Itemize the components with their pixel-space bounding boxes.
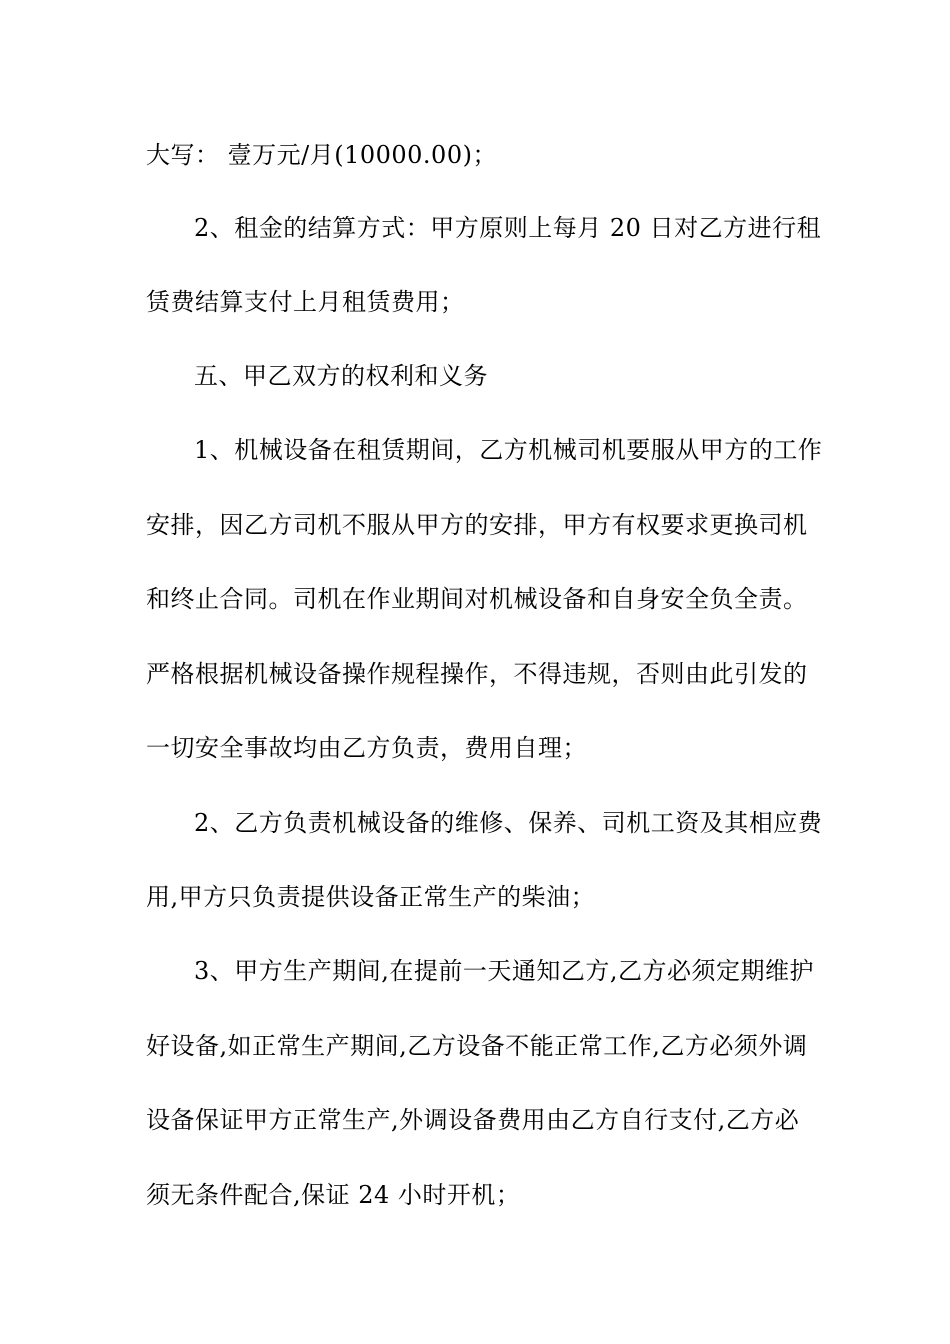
text-line: 用,甲方只负责提供设备正常生产的柴油； <box>146 883 596 911</box>
section-heading: 五、甲乙双方的权利和义务 <box>194 362 488 390</box>
text-line: 好设备,如正常生产期间,乙方设备不能正常工作,乙方必须外调 <box>146 1032 808 1060</box>
text-line: 和终止合同。司机在作业期间对机械设备和自身安全负全责。 <box>146 585 808 613</box>
text-line: 赁费结算支付上月租赁费用； <box>146 288 465 316</box>
text-line: 一切安全事故均由乙方负责，费用自理； <box>146 734 587 762</box>
text-line: 2、租金的结算方式：甲方原则上每月 20 日对乙方进行租 <box>194 214 822 242</box>
text-line: 3、甲方生产期间,在提前一天通知乙方,乙方必须定期维护 <box>194 957 815 985</box>
text-line: 大写： 壹万元/月(10000.00)； <box>146 141 497 169</box>
text-line: 安排，因乙方司机不服从甲方的安排，甲方有权要求更换司机 <box>146 511 808 539</box>
text-line: 2、乙方负责机械设备的维修、保养、司机工资及其相应费 <box>194 809 823 837</box>
text-line: 严格根据机械设备操作规程操作，不得违规，否则由此引发的 <box>146 660 808 688</box>
text-line: 须无条件配合,保证 24 小时开机； <box>146 1181 521 1209</box>
text-line: 1、机械设备在租赁期间，乙方机械司机要服从甲方的工作 <box>194 436 823 464</box>
text-line: 设备保证甲方正常生产,外调设备费用由乙方自行支付,乙方必 <box>146 1106 800 1134</box>
